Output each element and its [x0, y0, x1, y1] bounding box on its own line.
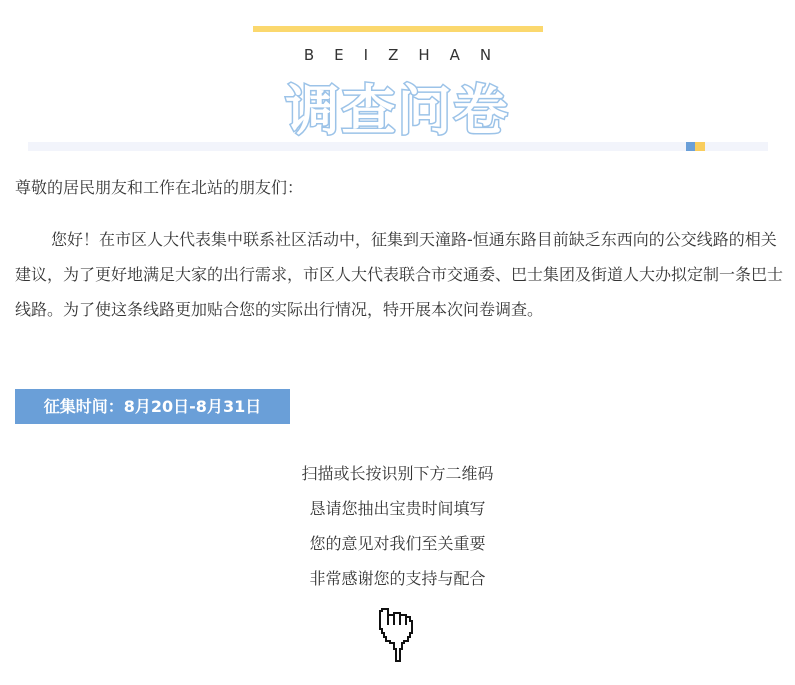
header-subtitle: BEIZHAN [303, 46, 512, 64]
instruction-line: 恳请您抽出宝贵时间填写 [309, 499, 486, 518]
greeting-text: 尊敬的居民朋友和工作在北站的朋友们： [15, 178, 304, 197]
divider-yellow-square [695, 142, 705, 151]
collection-period-badge: 征集时间：8月20日-8月31日 [15, 389, 290, 424]
header-divider [28, 142, 768, 151]
header-banner [0, 0, 795, 160]
pointing-hand-icon [374, 603, 420, 663]
instruction-line: 扫描或长按识别下方二维码 [301, 464, 494, 483]
instruction-block [0, 456, 795, 596]
page-title: 调查问卷 [285, 79, 510, 142]
instruction-line: 非常感谢您的支持与配合 [309, 569, 486, 588]
instruction-line: 您的意见对我们至关重要 [309, 534, 486, 553]
top-accent-bar [253, 26, 543, 32]
intro-paragraph: 您好！在市区人大代表集中联系社区活动中，征集到天潼路-恒通东路目前缺乏东西向的公交线路的相关建议，为了更好地满足大家的出行需求，市区人大代表联合市交通委、巴士集团及街道人大办拟定制一条巴士线路。为了使这条线路更加贴合您的实际出行情况，特开展本次问卷调查。 [15, 230, 784, 319]
divider-blue-square [686, 142, 695, 151]
